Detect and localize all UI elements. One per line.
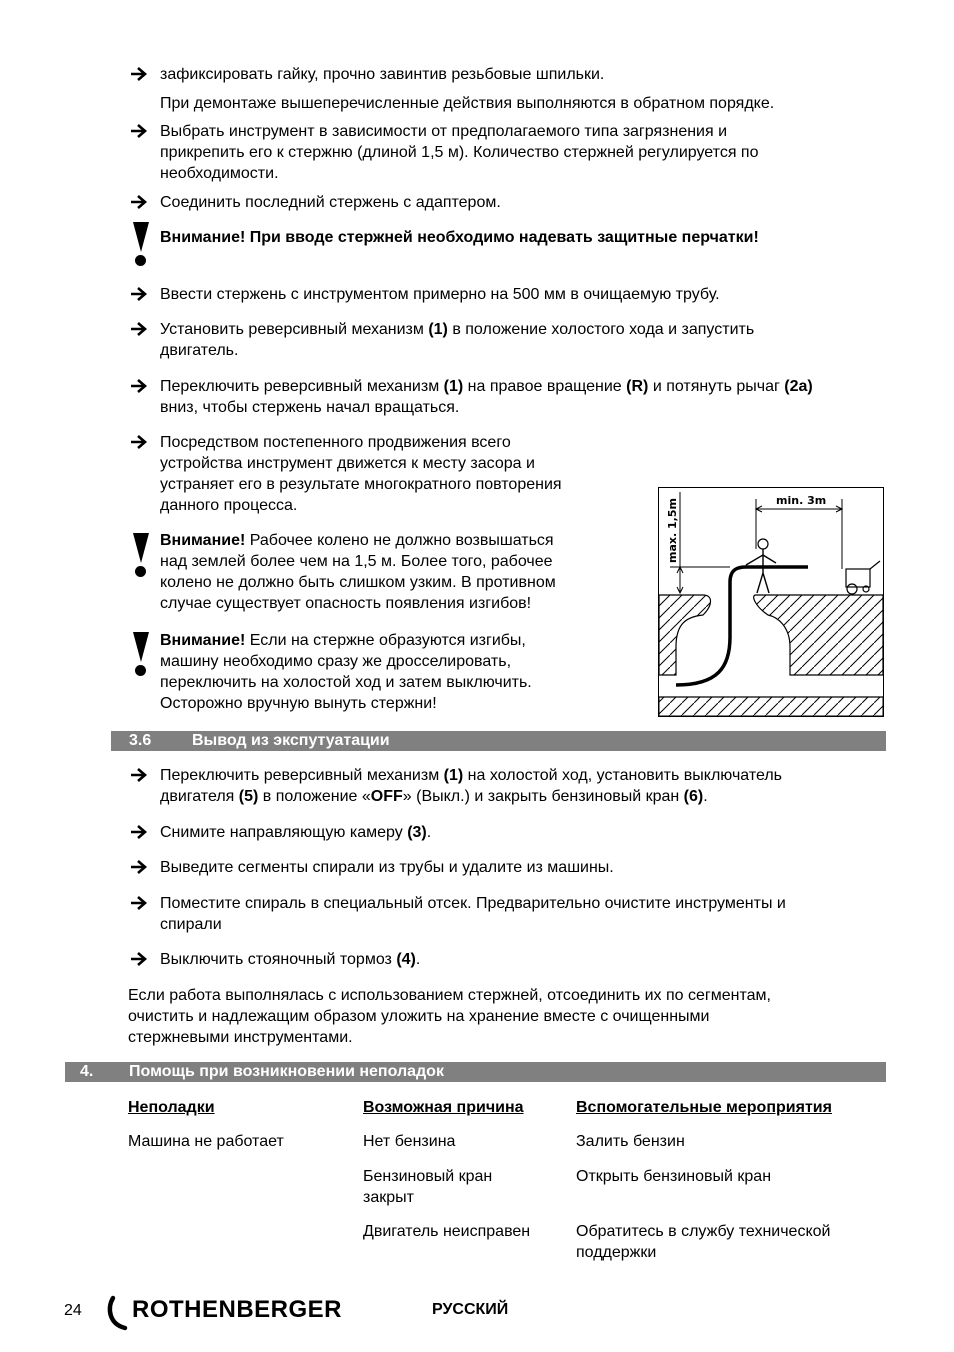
warning-kinks: Внимание! Если на стержне образуются изгибы, машину необходимо сразу же дросселировать, переключить на холостой ход и затем выключить. Осторожно вручную вынуть стержни!	[160, 632, 532, 712]
table-action: Залить бензин	[576, 1133, 685, 1150]
arrow-icon	[130, 67, 150, 81]
warning-icon	[130, 533, 152, 577]
brand-logo-arc-icon	[105, 1294, 135, 1332]
disassembly-note: При демонтаже вышеперечисленные действия выполняются в обратном порядке.	[160, 95, 775, 112]
section-header-3-6: 3.6 Вывод из экспутуатации	[111, 731, 886, 751]
step-fix-nut: зафиксировать гайку, прочно завинтив резьбовые шпильки.	[160, 66, 605, 83]
table-cause: Бензиновый кран закрыт	[363, 1168, 493, 1206]
installation-figure	[658, 487, 884, 717]
arrow-icon	[130, 768, 150, 782]
step-connect-rod: Соединить последний стержень с адаптером.	[160, 194, 501, 211]
arrow-icon	[130, 825, 150, 839]
footer-language: РУССКИЙ	[432, 1301, 509, 1318]
page-number: 24	[64, 1302, 82, 1319]
table-header-cause: Возможная причина	[363, 1099, 524, 1116]
step-idle-start: Установить реверсивный механизм (1) в положение холостого хода и запустить двигатель.	[160, 321, 755, 359]
arrow-icon	[130, 896, 150, 910]
step-store-spiral: Поместите спираль в специальный отсек. Предварительно очистите инструменты и спирали	[160, 895, 786, 933]
arrow-icon	[130, 195, 150, 209]
table-header-fault: Неполадки	[128, 1099, 215, 1116]
table-action: Открыть бензиновый кран	[576, 1168, 772, 1185]
arrow-icon	[130, 860, 150, 874]
table-action: Обратитесь в службу технической поддержки	[576, 1223, 831, 1261]
arrow-icon	[130, 124, 150, 138]
warning-elbow-height: Внимание! Рабочее колено не должно возвышаться над землей более чем на 1,5 м. Более того, рабочее колено не должно быть слишком узким. В противном случае существует опасность появления изгибов!	[160, 532, 556, 612]
step-select-tool: Выбрать инструмент в зависимости от предполагаемого типа загрязнения и прикрепить его к стержню (длиной 1,5 м). Количество стержней регулируется по необходимости.	[160, 123, 759, 182]
table-cause: Нет бензина	[363, 1133, 456, 1150]
step-remove-guide: Снимите направляющую камеру (3).	[160, 824, 432, 841]
brand-logo: ROTHENBERGER	[132, 1296, 343, 1323]
warning-icon	[130, 632, 152, 676]
height-label: max. 1,5m	[666, 498, 679, 563]
arrow-icon	[130, 287, 150, 301]
step-insert-rod: Ввести стержень с инструментом примерно на 500 мм в очищаемую трубу.	[160, 286, 720, 303]
distance-label: min. 3m	[776, 494, 827, 507]
step-right-rotation: Переключить реверсивный механизм (1) на правое вращение (R) и потянуть рычаг (2a) вниз, чтобы стержень начал вращаться.	[160, 378, 813, 416]
arrow-icon	[130, 952, 150, 966]
arrow-icon	[130, 322, 150, 336]
table-cause: Двигатель неисправен	[363, 1223, 531, 1240]
step-advance: Посредством постепенного продвижения всего устройства инструмент движется к месту засора и устраняет его в результате многократного повторения данного процесса.	[160, 434, 562, 514]
arrow-icon	[130, 379, 150, 393]
rods-paragraph: Если работа выполнялась с использованием стержней, отсоединить их по сегментам, очистить и надлежащим образом уложить на хранение вместе с очищенными стержневыми инструментами.	[128, 987, 771, 1046]
step-parking-brake: Выключить стояночный тормоз (4).	[160, 951, 421, 968]
step-switch-off: Переключить реверсивный механизм (1) на холостой ход, установить выключатель двигателя (5) в положение «OFF» (Выкл.) и закрыть бензиновый кран (6).	[160, 767, 783, 805]
table-fault: Машина не работает	[128, 1133, 284, 1150]
warning-gloves: Внимание! При вводе стержней необходимо надевать защитные перчатки!	[160, 229, 759, 246]
table-header-action: Вспомогательные мероприятия	[576, 1099, 832, 1116]
section-header-4: 4. Помощь при возникновении неполадок	[65, 1062, 886, 1082]
step-remove-segments: Выведите сегменты спирали из трубы и удалите из машины.	[160, 859, 614, 876]
arrow-icon	[130, 435, 150, 449]
warning-icon	[130, 222, 152, 266]
